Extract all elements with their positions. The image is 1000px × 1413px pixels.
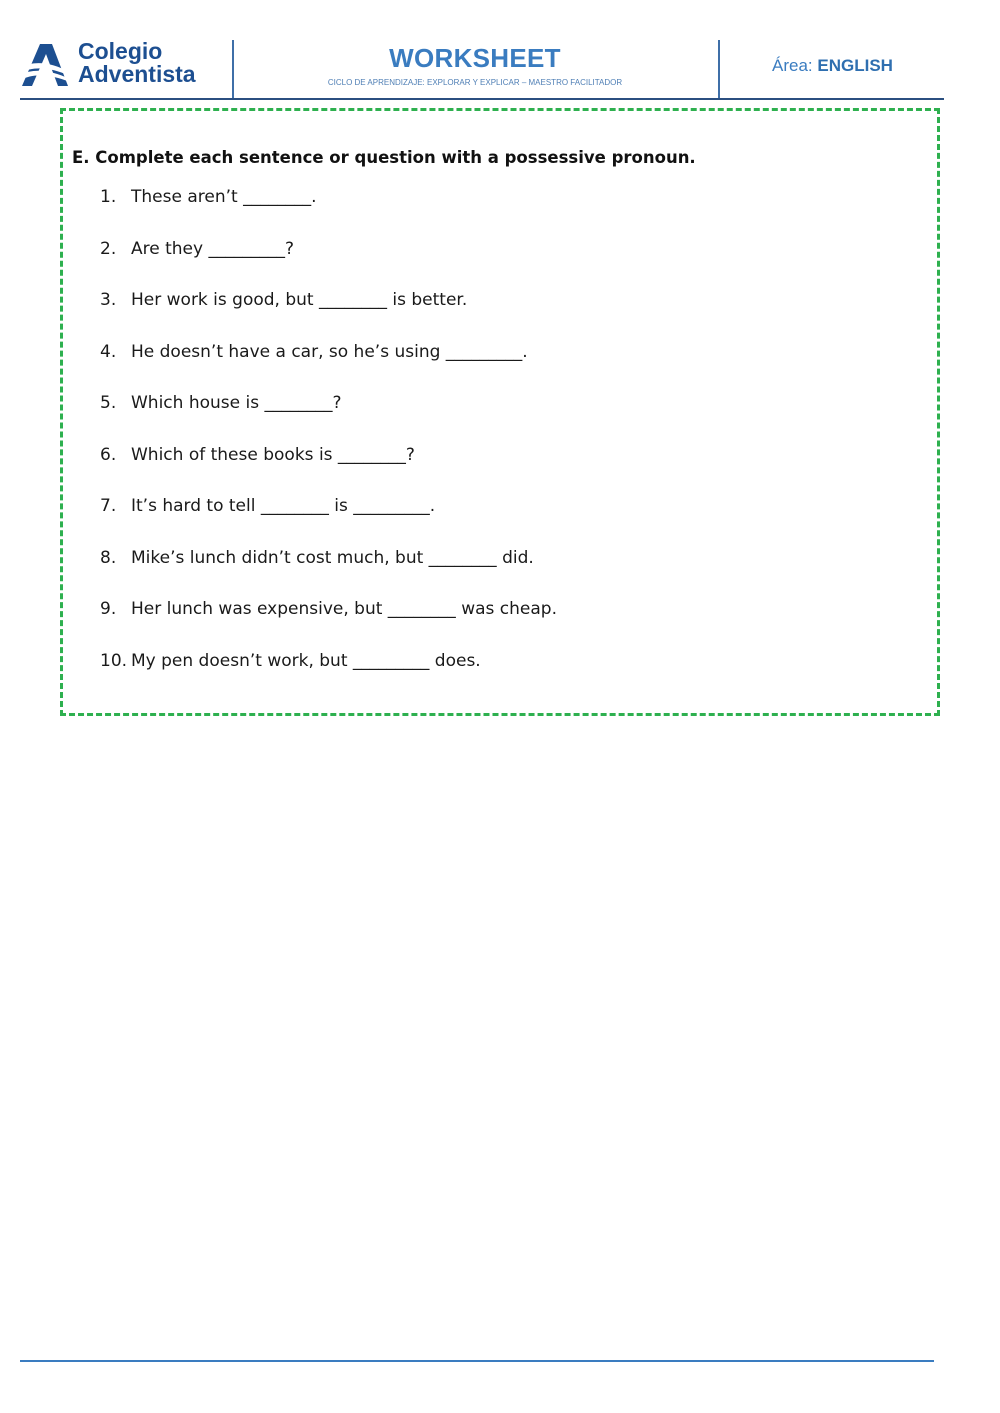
item-number: 10. [100, 650, 128, 671]
item-text: It’s hard to tell ________ is _________. [131, 496, 436, 516]
item-number: 6. [100, 444, 117, 465]
item-text: Her lunch was expensive, but ________ was cheap. [131, 599, 557, 619]
item-number: 3. [100, 290, 117, 310]
item-text: Are they _________? [131, 238, 294, 259]
item-text: Which house is ________? [131, 393, 342, 413]
logo-mark-icon [20, 42, 70, 88]
item-number: 4. [100, 341, 117, 362]
header-rule [20, 98, 944, 100]
exercise-item [100, 443, 912, 495]
exercise-item [100, 597, 912, 649]
footer-rule [20, 1360, 934, 1362]
item-number: 5. [100, 393, 117, 413]
exercise-instruction: E. Complete each sentence or question with a possessive pronoun. [72, 148, 696, 167]
item-text: Which of these books is ________? [131, 444, 415, 465]
exercise-item [100, 494, 912, 546]
exercise-item [100, 288, 912, 340]
item-number: 7. [100, 496, 117, 516]
subject-area [772, 56, 893, 76]
item-text: These aren’t ________. [131, 187, 317, 207]
exercise-item [100, 649, 912, 701]
exercise-item [100, 185, 912, 237]
page-subtitle: CICLO DE APRENDIZAJE: EXPLORAR Y EXPLICAR – MAESTRO FACILITADOR [327, 78, 623, 87]
title-block [240, 42, 710, 89]
page-header [0, 0, 1000, 100]
item-number: 8. [100, 547, 117, 568]
area-label: Área: [772, 56, 813, 75]
exercise-content [72, 148, 912, 700]
item-text: Her work is good, but ________ is better. [131, 290, 468, 310]
exercise-item [100, 340, 912, 392]
exercise-list [72, 185, 912, 700]
area-value: ENGLISH [817, 56, 893, 75]
logo-text-line2: Adventista [78, 61, 196, 87]
item-number: 9. [100, 599, 117, 619]
exercise-item [100, 237, 912, 289]
header-divider-right [718, 40, 720, 98]
item-number: 1. [100, 187, 117, 207]
item-text: Mike’s lunch didn’t cost much, but ________ did. [131, 547, 534, 568]
exercise-item [100, 391, 912, 443]
header-divider-left [232, 40, 234, 98]
page-title: WORKSHEET [389, 43, 561, 73]
exercise-item [100, 546, 912, 598]
item-text: My pen doesn’t work, but _________ does. [131, 650, 481, 671]
logo-text-line1: Colegio [78, 38, 163, 64]
item-text: He doesn’t have a car, so he’s using _________. [131, 341, 528, 362]
item-number: 2. [100, 238, 117, 259]
school-logo [20, 40, 230, 92]
